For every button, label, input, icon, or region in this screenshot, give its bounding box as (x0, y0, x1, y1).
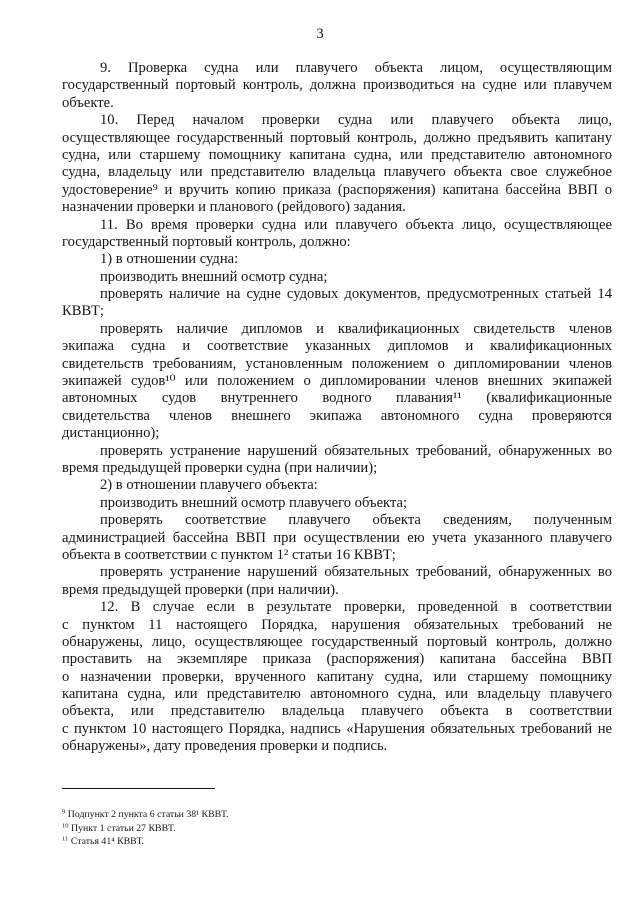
footnote-marker: 10 (62, 822, 69, 829)
line-text: свидетельств требованиям, установленным положением о дипломировании членов (62, 355, 612, 372)
text-line (62, 530, 612, 547)
line-text: назначении проверки и планового (рейдового) задания. (62, 199, 406, 216)
paragraph (62, 477, 612, 494)
line-text: проверять устранение нарушений обязательных требований, обнаруженных во (100, 442, 612, 459)
paragraph (62, 564, 612, 599)
text-line (62, 234, 612, 251)
text-line (62, 669, 612, 686)
paragraph (62, 512, 612, 564)
text-line (62, 390, 612, 407)
paragraph (62, 321, 612, 443)
text-line (62, 321, 612, 338)
text-line (62, 182, 612, 199)
line-text: объекта, или представителю владельца плавучего объекта в соответствии (62, 703, 612, 720)
text-line (62, 251, 612, 268)
text-line (62, 512, 612, 529)
text-line (62, 303, 612, 320)
line-text: экипажей судов¹⁰ или положением о дипломировании членов внешних экипажей (62, 373, 612, 390)
text-line (62, 460, 612, 477)
footnote-marker: 9 (62, 808, 66, 816)
text-line (62, 95, 612, 112)
text-line (62, 77, 612, 94)
line-text: производить внешний осмотр плавучего объекта; (100, 494, 408, 511)
line-text: 2) в отношении плавучего объекта: (100, 477, 318, 494)
paragraph (62, 251, 612, 268)
text-line (62, 164, 612, 181)
footnote-text: Пункт 1 статьи 27 КВВТ. (71, 822, 176, 834)
line-text: осуществляющее государственный портовый контроль, должно предъявить капитану (62, 129, 612, 146)
line-text: объекте. (62, 94, 114, 111)
text-line (62, 703, 612, 720)
text-line (62, 147, 612, 164)
paragraph (62, 60, 612, 112)
line-text: время предыдущей проверки (при наличии). (62, 581, 339, 598)
line-text: проверять устранение нарушений обязательных требований, обнаруженных во (100, 564, 612, 581)
paragraph (62, 286, 612, 321)
line-text: с пунктом 10 настоящего Порядка, надпись «Нарушения обязательных требований не (62, 720, 612, 737)
text-line (62, 217, 612, 234)
line-text: 1) в отношении судна: (100, 251, 239, 268)
text-line (62, 495, 612, 512)
line-text: проверять соответствие плавучего объекта сведениям, полученным (100, 512, 612, 529)
text-line (62, 425, 612, 442)
line-text: судна, или старшему помощнику капитана судна, или представителю автономного (62, 146, 612, 163)
text-line (62, 269, 612, 286)
text-line (62, 408, 612, 425)
line-text: с пунктом 11 настоящего Порядка, нарушения обязательных требований не (62, 616, 612, 633)
text-line (62, 738, 612, 755)
text-line (62, 356, 612, 373)
text-line (62, 651, 612, 668)
text-line (62, 286, 612, 303)
line-text: проставить на экземпляре приказа (распоряжения) капитана бассейна ВВП (62, 651, 612, 668)
line-text: 9. Проверка судна или плавучего объекта лицом, осуществляющим (100, 60, 612, 76)
paragraph (62, 599, 612, 756)
text-line (62, 60, 612, 77)
paragraph (62, 495, 612, 512)
line-text: обнаружены, лицо, осуществляющее государственный портовый контроль, должно (62, 633, 612, 650)
line-text: капитана судна, или представителю автономного судна, или владельцу плавучего (62, 686, 612, 703)
line-text: государственный портовый контроль, должна производиться на судне или плавучем (62, 77, 612, 94)
line-text: экипажа судна и соответствие указанных дипломов и квалификационных (62, 338, 612, 355)
line-text: обнаружены», дату проведения проверки и подпись. (62, 738, 388, 755)
text-line (62, 634, 612, 651)
text-line (62, 112, 612, 129)
line-text: объекта в соответствии с пунктом 1² статьи 16 КВВТ; (62, 546, 396, 563)
text-line (62, 686, 612, 703)
paragraph (62, 443, 612, 478)
text-line (62, 373, 612, 390)
line-text: время предыдущей проверки судна (при наличии); (62, 459, 378, 476)
line-text: производить внешний осмотр судна; (100, 268, 328, 285)
line-text: свидетельства членов внешнего экипажа автономного судна проверяются (62, 407, 612, 424)
text-line (62, 599, 612, 616)
text-line (62, 547, 612, 564)
line-text: проверять наличие на судне судовых документов, предусмотренных статьей 14 (100, 286, 612, 303)
paragraph (62, 269, 612, 286)
text-line (62, 477, 612, 494)
line-text: государственный портовый контроль, должно: (62, 233, 351, 250)
line-text: о назначении проверки, врученного капитану судна, или старшему помощнику (62, 668, 612, 685)
line-text: проверять наличие дипломов и квалификационных свидетельств членов (100, 320, 612, 337)
footnote (62, 835, 612, 849)
line-text: удостоверение⁹ и вручить копию приказа (распоряжения) капитана бассейна ВВП о (62, 181, 612, 198)
line-text: 10. Перед началом проверки судна или плавучего объекта лицо, (100, 112, 612, 129)
footnote (62, 808, 612, 822)
footnote-separator (62, 788, 215, 789)
line-text: КВВТ; (62, 303, 104, 320)
footnote-text: Подпункт 2 пункта 6 статьи 38¹ КВВТ. (67, 809, 229, 820)
page-number: 3 (316, 26, 324, 42)
text-line (62, 130, 612, 147)
line-text: судна, владельцу или представителю владельца плавучего объекта свое служебное (62, 164, 612, 181)
footnotes (62, 808, 612, 849)
footnote-marker: 11 (62, 835, 69, 843)
text-line (62, 582, 612, 599)
line-text: администрацией бассейна ВВП при осуществлении ею учета указанного плавучего (62, 529, 612, 546)
paragraph (62, 112, 612, 216)
line-text: 12. В случае если в результате проверки, проведенной в соответствии (100, 599, 612, 616)
line-text: автономных судов внутреннего водного плавания¹¹ (квалификационные (62, 390, 612, 407)
line-text: 11. Во время проверки судна или плавучего объекта лицо, осуществляющее (100, 216, 612, 233)
body-text (62, 60, 612, 756)
text-line (62, 721, 612, 738)
text-line (62, 564, 612, 581)
text-line (62, 443, 612, 460)
text-line (62, 338, 612, 355)
paragraph (62, 217, 612, 252)
footnote-text: Статья 41⁴ КВВТ. (70, 836, 145, 847)
footnote (62, 822, 612, 836)
text-line (62, 199, 612, 216)
text-line (62, 617, 612, 634)
line-text: дистанционно); (62, 425, 160, 442)
